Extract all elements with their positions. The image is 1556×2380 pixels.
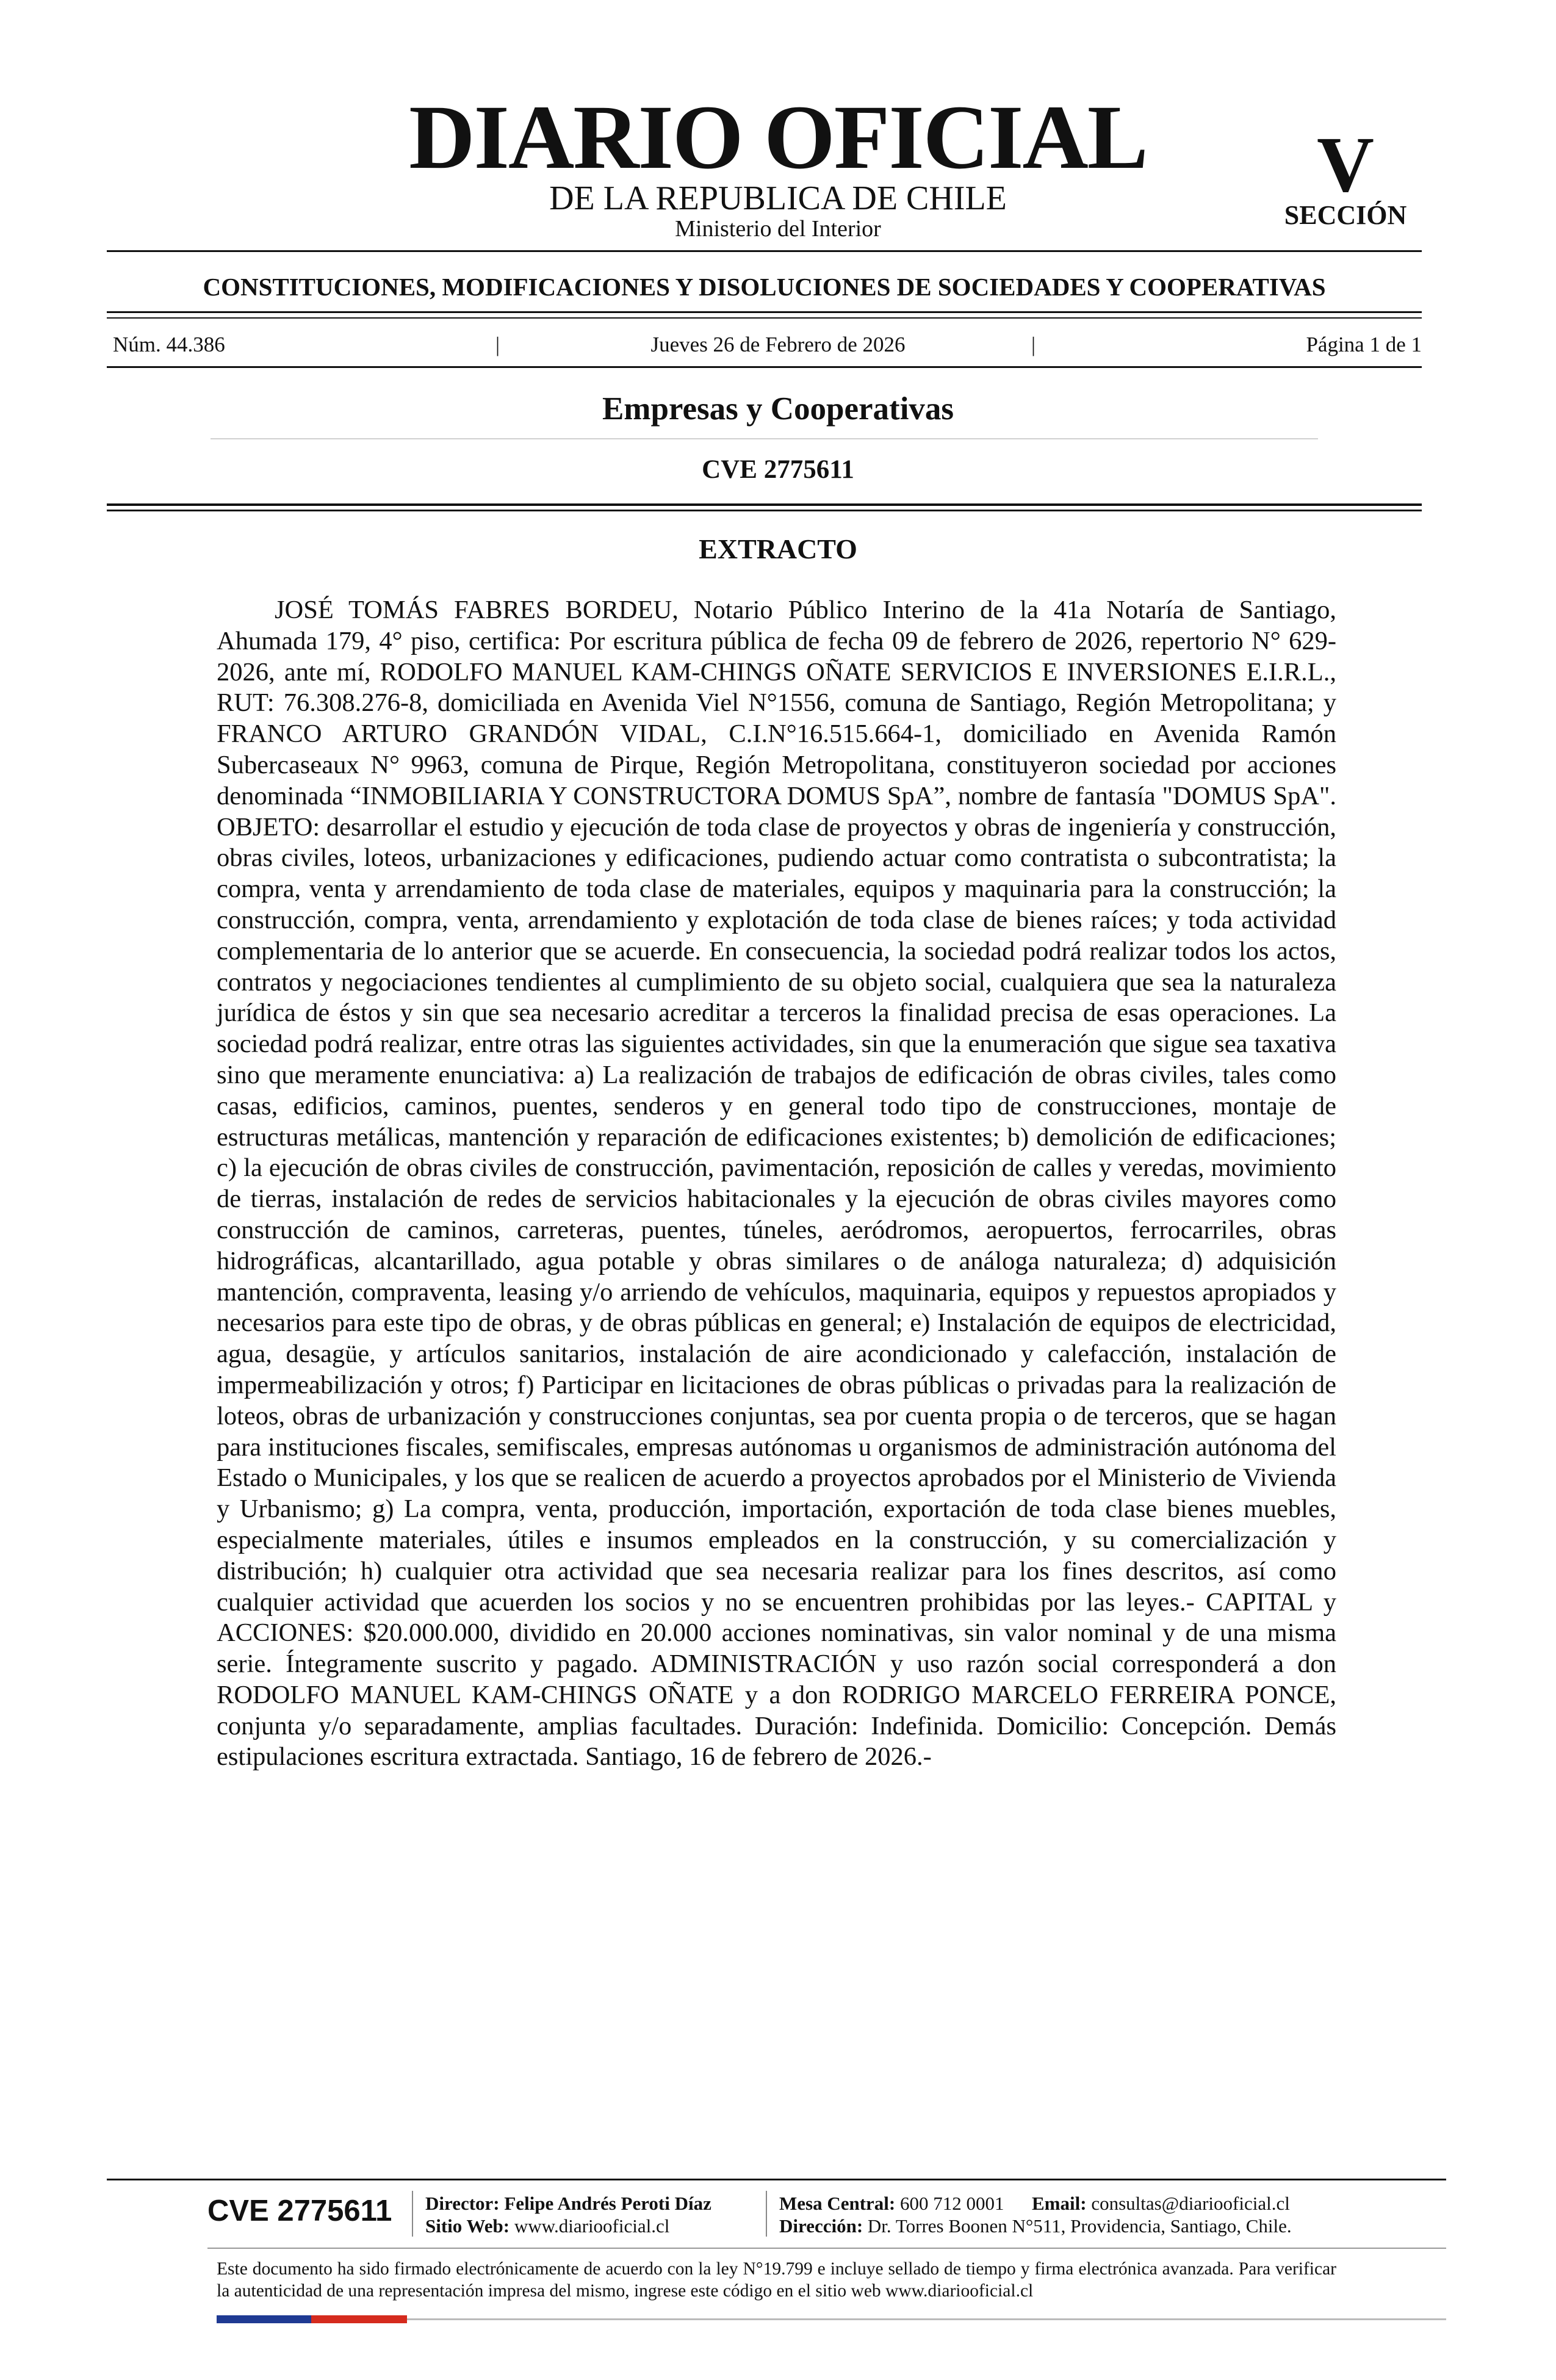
footer-separator-right — [766, 2191, 767, 2237]
flag-stripe-grey — [407, 2318, 1446, 2320]
category-divider — [211, 438, 1318, 439]
address-value: Dr. Torres Boonen N°511, Providencia, Santiago, Chile. — [867, 2215, 1292, 2237]
issue-separator-left: | — [495, 333, 500, 356]
director-name: Felipe Andrés Peroti Díaz — [504, 2193, 711, 2214]
email-link[interactable]: consultas@diariooficial.cl — [1091, 2193, 1290, 2214]
footer-rule — [107, 2179, 1446, 2180]
section-banner: CONSTITUCIONES, MODIFICACIONES Y DISOLUCIONES DE SOCIEDADES Y COOPERATIVAS — [203, 273, 1326, 301]
issue-page: Página 1 de 1 — [1306, 333, 1422, 356]
issue-separator-right: | — [1031, 333, 1036, 356]
footer-separator-left — [412, 2191, 413, 2237]
legal-notice: Este documento ha sido firmado electrónicamente de acuerdo con la ley N°19.799 e incluye sellado de tiempo y firma electrónica avanzada. Para verificar la autenticidad de una representación impresa del mismo, ingrese este código en el sitio web www.diariooficial.cl — [217, 2259, 1336, 2301]
issue-date: Jueves 26 de Febrero de 2026 — [650, 333, 906, 356]
banner-rule-top — [107, 311, 1422, 313]
section-letter: V — [1317, 121, 1374, 209]
footer-website — [425, 2215, 669, 2237]
flag-stripe-blue — [217, 2315, 311, 2323]
issue-number: Núm. 44.386 — [113, 333, 225, 356]
masthead-ministry: Ministerio del Interior — [675, 216, 881, 242]
email-label: Email: — [1032, 2193, 1087, 2214]
footer-cve-code: CVE 2775611 — [207, 2194, 392, 2227]
section-word: SECCIÓN — [1284, 200, 1407, 230]
footer-contact — [779, 2192, 1290, 2215]
document-body: JOSÉ TOMÁS FABRES BORDEU, Notario Público Interino de la 41a Notaría de Santiago, Ahumada 179, 4° piso, certifica: Por escritura pública de fecha 09 de febrero de 2026, repertorio N° 629-2026, ante mí, RODOLFO MANUEL KAM-CHINGS OÑATE SERVICIOS E INVERSIONES E.I.R.L., RUT: 76.308.276-8, domiciliada en Avenida Viel N°1556, comuna de Santiago, Región Metropolitana; y FRANCO ARTURO GRANDÓN VIDAL, C.I.N°16.515.664-1, domiciliado en Avenida Ramón Subercaseaux N° 9963, comuna de Pirque, Región Metropolitana, constituyeron sociedad por acciones denominada “INMOBILIARIA Y CONSTRUCTORA DOMUS SpA”, nombre de fantasía "DOMUS SpA". OBJETO: desarrollar el estudio y ejecución de toda clase de proyectos y obras de ingeniería y construcción, obras civiles, loteos, urbanizaciones y edificaciones, pudiendo actuar como contratista o subcontratista; la compra, venta y arrendamiento de toda clase de materiales, equipos y maquinaria para la construcción; la construcción, compra, venta, arrendamiento y explotación de toda clase de bienes raíces; y toda actividad complementaria de lo anterior que se acuerde. En consecuencia, la sociedad podrá realizar todos los actos, contratos y negociaciones tendientes al cumplimiento de su objeto social, cualquiera que sea la naturaleza jurídica de éstos y sin que sea necesario acreditar a terceros la finalidad precisa de esas operaciones. La sociedad podrá realizar, entre otras las siguientes actividades, sin que la enumeración que sigue sea taxativa sino que meramente enunciativa: a) La realización de trabajos de edificación de obras civiles, tales como casas, edificios, caminos, puentes, senderos y en general todo tipo de construcciones, montaje de estructuras metálicas, mantención y reparación de edificaciones existentes; b) demolición de edificaciones; c) la ejecución de obras civiles de construcción, pavimentación, reposición de calles y veredas, movimiento de tierras, instalación de redes de servicios habitacionales y la ejecución de obras civiles mayores como construcción de caminos, carreteras, puentes, túneles, aeródromos, aeropuertos, ferrocarriles, obras hidrográficas, alcantarillado, agua potable y obras similares o de análoga naturaleza; d) adquisición mantención, compraventa, leasing y/o arriendo de vehículos, maquinaria, equipos y repuestos apropiados y necesarios para este tipo de obras, y de obras públicas en general; e) Instalación de equipos de electricidad, agua, desagüe, y artículos sanitarios, instalación de aire acondicionado y calefacción, instalación de impermeabilización y otros; f) Participar en licitaciones de obras públicas o privadas para la realización de loteos, obras de urbanización y construcciones conjuntas, sea por cuenta propia o de terceros, que se hagan para instituciones fiscales, semifiscales, empresas autónomas u organismos de administración autónoma del Estado o Municipales, y los que se realicen de acuerdo a proyectos aprobados por el Ministerio de Vivienda y Urbanismo; g) La compra, venta, producción, importación, exportación de toda clase bienes muebles, especialmente materiales, útiles e insumos empleados en la construcción, y su comercialización y distribución; h) cualquier otra actividad que sea necesaria realizar para los fines descritos, así como cualquier actividad que acuerden los socios y no se encuentren prohibidas por las leyes.- CAPITAL y ACCIONES: $20.000.000, dividido en 20.000 acciones nominativas, sin valor nominal y de una misma serie. Íntegramente suscrito y pagado. ADMINISTRACIÓN y uso razón social corresponderá a don RODOLFO MANUEL KAM-CHINGS OÑATE y a don RODRIGO MARCELO FERREIRA PONCE, conjunta y/o separadamente, amplias facultades. Duración: Indefinida. Domicilio: Concepción. Demás estipulaciones escritura extractada. Santiago, 16 de febrero de 2026.- — [217, 596, 1336, 1772]
masthead-subtitle: DE LA REPUBLICA DE CHILE — [549, 179, 1007, 217]
cve-rule-top — [107, 503, 1422, 506]
website-label: Sitio Web: — [425, 2215, 510, 2237]
masthead-rule — [107, 250, 1422, 252]
address-label: Dirección: — [779, 2215, 863, 2237]
website-link[interactable]: www.diariooficial.cl — [514, 2215, 670, 2237]
category-title: Empresas y Cooperativas — [602, 391, 954, 427]
director-label: Director: — [425, 2193, 500, 2214]
banner-rule-bottom — [107, 317, 1422, 319]
masthead-title: DIARIO OFICIAL — [409, 87, 1147, 188]
footer-director — [425, 2192, 711, 2215]
flag-stripe-red — [311, 2315, 407, 2323]
cve-rule-bottom — [107, 510, 1422, 511]
issue-rule — [107, 366, 1422, 368]
document-heading: EXTRACTO — [699, 533, 857, 564]
cve-code: CVE 2775611 — [702, 455, 854, 484]
legal-rule — [207, 2248, 1446, 2249]
mesa-phone: 600 712 0001 — [900, 2193, 1004, 2214]
mesa-label: Mesa Central: — [779, 2193, 896, 2214]
footer-address — [779, 2215, 1292, 2237]
